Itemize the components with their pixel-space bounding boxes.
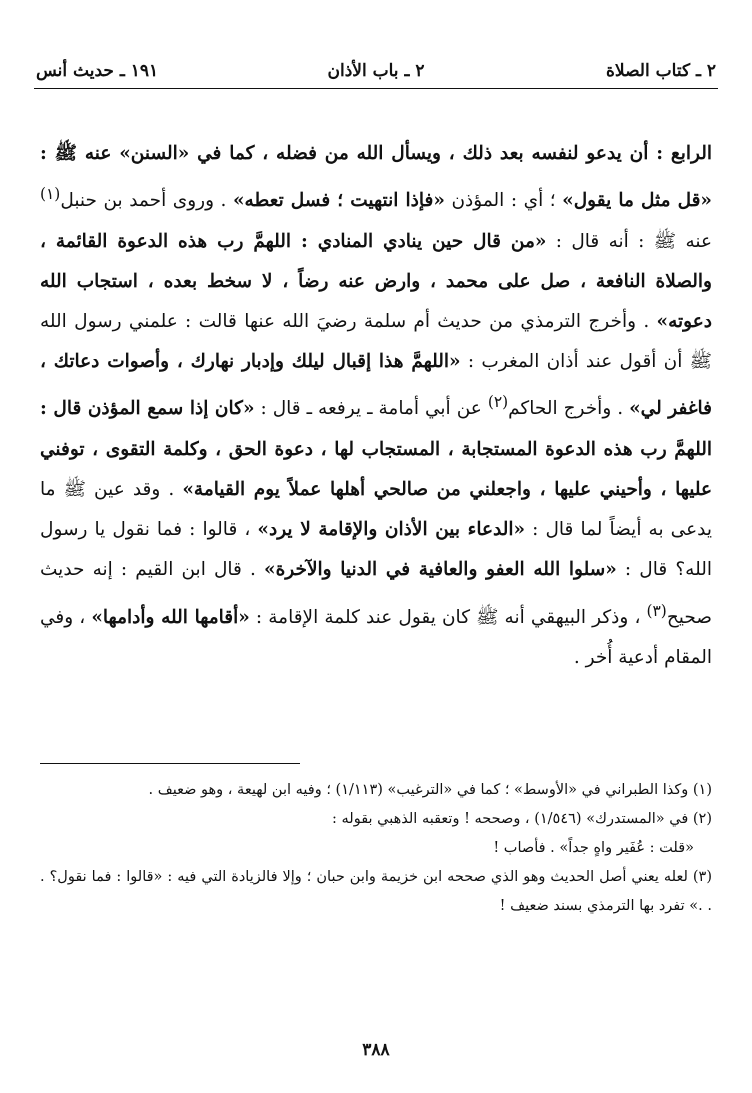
- text-run: . وروى أحمد بن حنبل: [60, 190, 233, 212]
- header-chapter: ٢ ـ كتاب الصلاة: [606, 61, 716, 81]
- text-run: ، وذكر البيهقي أنه ﷺ كان يقول عند كلمة الإقامة :: [249, 606, 647, 628]
- footnotes: [40, 776, 712, 921]
- main-paragraph: [40, 134, 712, 678]
- header-section: ٢ ـ باب الأذان: [327, 61, 425, 81]
- text-run: ، قالوا : فما نقول يا رسول الله؟ قال :: [40, 519, 712, 581]
- quote-run: «من قال حين ينادي المنادي : اللهمَّ رب هذه الدعوة القائمة ، والصلاة النافعة ، صل على محمد ، وارض عنه رضاً ، لا سخط بعده ، استجاب الله دعوته»: [40, 230, 712, 332]
- text-run: عن أبي أمامة ـ يرفعه ـ قال :: [254, 398, 488, 420]
- footnote-ref-3: (٣): [646, 601, 667, 620]
- quote-run: «فإذا انتهيت ؛ فسل تعطه»: [232, 190, 445, 212]
- footnote-2-continuation: «قلت : عُفَير واهٍ جداً» . فأصاب !: [493, 840, 694, 856]
- running-header: [36, 56, 716, 86]
- text-run: عنه ﷺ : أنه قال :: [546, 230, 712, 252]
- text-run: الرابع : أن يدعو لنفسه بعد ذلك ، ويسأل الله من فضله ، كما في «السنن» عنه ﷺ :: [40, 143, 712, 164]
- footnote-3: (٣) لعله يعني أصل الحديث وهو الذي صححه ابن خزيمة وابن حبان ؛ وإلا فالزيادة التي فيه : «قالوا : فما نقول؟ . . .» تفرد بها الترمذي بسند ضعيف !: [40, 869, 712, 914]
- footnote-divider: [40, 763, 300, 764]
- quote-run: «أقامها الله وأدامها»: [91, 606, 250, 628]
- quote-run: «قل مثل ما يقول»: [562, 190, 712, 212]
- main-text: [40, 134, 712, 678]
- quote-run: «الدعاء بين الأذان والإقامة لا يرد»: [257, 519, 526, 541]
- quote-run: «كان إذا سمع المؤذن قال : اللهمَّ رب هذه الدعوة المستجابة ، المستجاب لها ، دعوة الحق ، وكلمة التقوى ، توفني عليها ، وأحيني عليها ، واجعلني من صالحي أهلها عملاً يوم القيامة»: [40, 398, 712, 500]
- header-divider: [34, 88, 718, 89]
- text-run: . قال ابن القيم : إنه حديث صحيح: [40, 559, 712, 628]
- quote-run: «اللهمَّ هذا إقبال ليلك وإدبار نهارك ، وأصوات دعاتك ، فاغفر لي»: [40, 351, 712, 420]
- quote-run: «سلوا الله العفو والعافية في الدنيا والآخرة»: [264, 559, 617, 581]
- text-run: ؛ أي : المؤذن: [444, 190, 563, 212]
- footnote-2: (٢) في «المستدرك» (١/٥٤٦) ، وصححه ! وتعقبه الذهبي بقوله :: [332, 811, 712, 827]
- header-hadith: ١٩١ ـ حديث أنس: [36, 61, 159, 81]
- page-number: ٣٨٨: [362, 1040, 390, 1060]
- text-run: ، وفي المقام أدعية أُخر .: [40, 606, 712, 668]
- footnote-ref-1: (١): [40, 185, 61, 204]
- footnote-ref-2: (٢): [487, 393, 509, 412]
- text-run: . وأخرج الترمذي من حديث أم سلمة رضيَ الله عنها قالت : علمني رسول الله ﷺ أن أقول عند أذان المغرب :: [40, 310, 712, 373]
- text-run: . وأخرج الحاكم: [508, 398, 630, 420]
- footnote-1: (١) وكذا الطبراني في «الأوسط» ؛ كما في «الترغيب» (١/١١٣) ؛ وفيه ابن لهيعة ، وهو ضعيف .: [148, 782, 712, 798]
- text-run: . وقد عين ﷺ ما يدعى به أيضاً لما قال :: [40, 478, 712, 541]
